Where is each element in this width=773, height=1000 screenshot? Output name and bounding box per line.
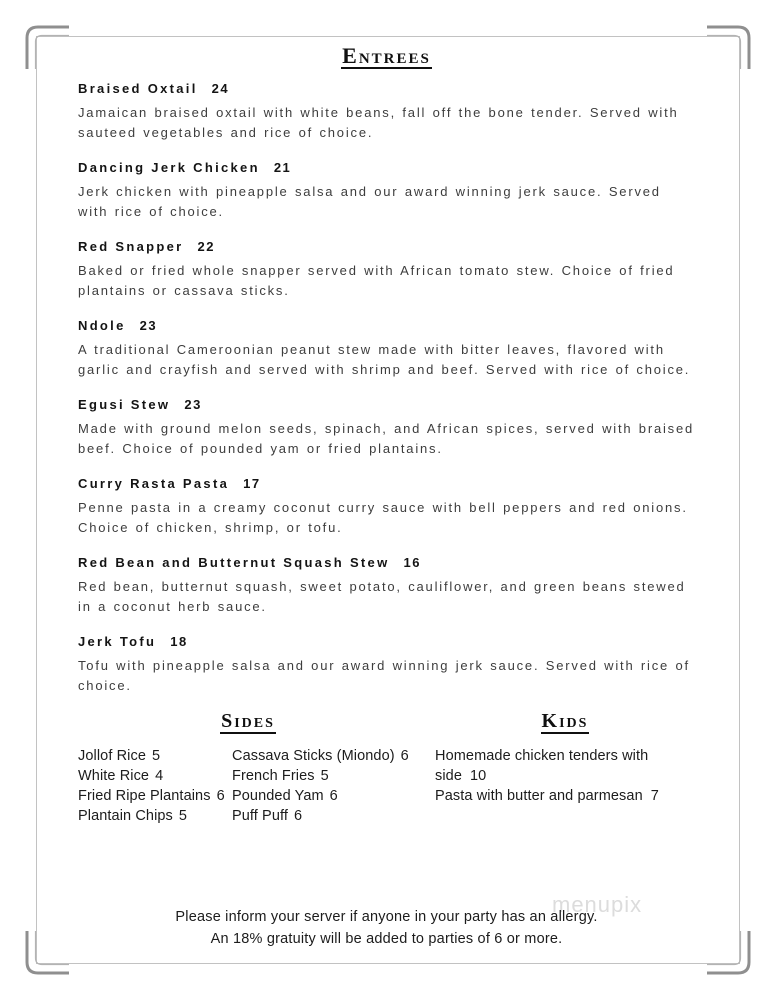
side-item-price: 6 (294, 808, 303, 825)
side-item (78, 786, 232, 806)
footer-notes (0, 906, 773, 950)
side-item-name: White Rice (78, 768, 150, 785)
menu-item-price: 24 (211, 81, 230, 97)
menu-item (78, 316, 695, 380)
menu-item (78, 632, 695, 696)
gratuity-notice: An 18% gratuity will be added to parties of 6 or more. (210, 931, 563, 947)
menu-item-price: 22 (197, 239, 215, 255)
side-item-name: Jollof Rice (78, 748, 146, 765)
menu-item-description: Jerk chicken with pineapple salsa and our award winning jerk sauce. Served with rice of choice. (78, 184, 661, 220)
allergy-notice: Please inform your server if anyone in your party has an allergy. (175, 909, 598, 925)
side-item-price: 5 (178, 808, 188, 825)
kids-item (435, 746, 695, 786)
kids-section-heading (435, 711, 695, 734)
sides-heading-text: Sides (221, 710, 275, 733)
kids-item-price: 7 (650, 788, 659, 805)
menu-item-description: A traditional Cameroonian peanut stew made with bitter leaves, flavored with garlic and crayfish and served with shrimp and beef. Served with rice of choice. (78, 342, 691, 378)
menu-item (78, 158, 695, 222)
side-item-name: Puff Puff (232, 808, 288, 825)
menu-item (78, 395, 695, 459)
menu-item-description: Made with ground melon seeds, spinach, and African spices, served with braised beef. Choice of pounded yam or fried plantains. (78, 421, 695, 457)
menu-item (78, 474, 695, 538)
menu-item-title (78, 632, 695, 652)
kids-item-price: 10 (470, 768, 487, 785)
side-item-price: 5 (152, 748, 161, 765)
menu-item (78, 79, 695, 143)
side-item-name: French Fries (232, 768, 315, 785)
side-item-price: 5 (320, 768, 329, 785)
sides-columns (78, 746, 418, 826)
side-item (78, 806, 232, 826)
menu-item-price: 18 (170, 634, 188, 650)
side-item-price: 6 (216, 788, 225, 805)
menu-item-price: 17 (243, 476, 261, 492)
menu-item-name: Curry Rasta Pasta (78, 476, 230, 492)
menu-item-title (78, 316, 695, 336)
menu-item-price: 21 (273, 160, 292, 176)
menu-item-description: Red bean, butternut squash, sweet potato, cauliflower, and green beans stewed in a coconut herb sauce. (78, 579, 686, 615)
menu-item-description: Jamaican braised oxtail with white beans, fall off the bone tender. Served with sauteed vegetables and rice of choice. (78, 105, 679, 141)
menu-item-title (78, 79, 695, 99)
menu-item-name: Red Snapper (78, 239, 184, 255)
watermark-text: menupix (552, 892, 643, 917)
menu-item-name: Egusi Stew (78, 397, 171, 413)
side-item (78, 766, 232, 786)
sides-kids-row (78, 711, 695, 826)
side-item-price: 6 (400, 748, 409, 765)
side-item-name: Pounded Yam (232, 788, 324, 805)
side-item-name: Plantain Chips (78, 808, 173, 825)
side-item (232, 746, 418, 766)
menu-item-name: Red Bean and Butternut Squash Stew (78, 555, 390, 571)
menu-item-name: Braised Oxtail (78, 81, 198, 97)
side-item (78, 746, 232, 766)
kids-section (435, 711, 695, 826)
kids-item (435, 786, 695, 806)
menu-item-title (78, 553, 695, 573)
menu-item-description: Baked or fried whole snapper served with African tomato stew. Choice of fried plantains or cassava sticks. (78, 263, 675, 299)
side-item (232, 786, 418, 806)
kids-heading-text: Kids (541, 710, 589, 733)
menu-item-title (78, 474, 695, 494)
sides-section (78, 711, 418, 826)
side-item-price: 4 (155, 768, 164, 785)
sides-column-1 (78, 746, 232, 826)
menu-item-description: Tofu with pineapple salsa and our award winning jerk sauce. Served with rice of choice. (78, 658, 690, 694)
menu-item (78, 553, 695, 617)
side-item-price: 6 (329, 788, 338, 805)
menu-item-name: Jerk Tofu (78, 634, 157, 650)
sides-column-2 (232, 746, 418, 826)
side-item-name: Fried Ripe Plantains (78, 788, 211, 805)
menu-item-price: 23 (184, 397, 202, 413)
menu-item-description: Penne pasta in a creamy coconut curry sauce with bell peppers and red onions. Choice of chicken, shrimp, or tofu. (78, 500, 688, 536)
entrees-heading-text: Entrees (342, 43, 431, 68)
sides-section-heading (78, 711, 418, 734)
menu-item-price: 23 (139, 318, 158, 334)
kids-item-name: Pasta with butter and parmesan (435, 788, 643, 805)
menu-item-title (78, 395, 695, 415)
side-item-name: Cassava Sticks (Miondo) (232, 748, 395, 765)
side-item (232, 806, 418, 826)
menu-item (78, 237, 695, 301)
menu-item-name: Ndole (78, 318, 126, 334)
kids-item-name: Homemade chicken tenders with side (435, 748, 649, 785)
menu-item-title (78, 158, 695, 178)
entrees-section-heading (78, 44, 695, 69)
side-item (232, 766, 418, 786)
menu-item-name: Dancing Jerk Chicken (78, 160, 260, 176)
menu-item-price: 16 (403, 555, 421, 571)
menu-item-title (78, 237, 695, 257)
